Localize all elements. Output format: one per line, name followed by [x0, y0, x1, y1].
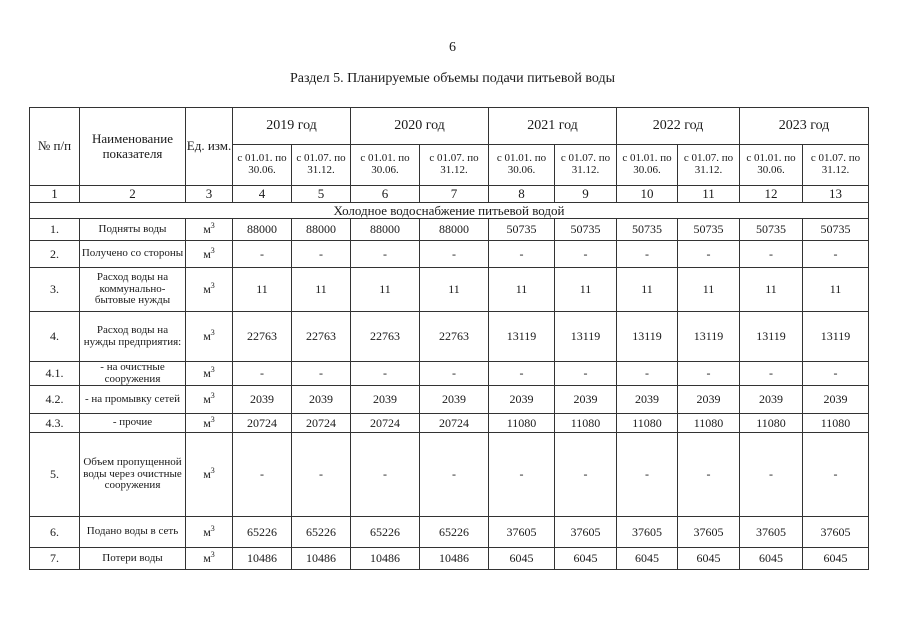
value-cell: - — [617, 433, 678, 517]
value-cell: 11 — [678, 268, 740, 312]
row-unit — [186, 219, 233, 241]
table-row — [30, 241, 869, 268]
value-cell: 22763 — [233, 312, 292, 362]
value-cell: 6045 — [489, 548, 555, 570]
period-header: с 01.01. по 30.06. — [740, 145, 803, 186]
value-cell: 37605 — [678, 517, 740, 548]
row-unit — [186, 386, 233, 414]
value-cell: 37605 — [555, 517, 617, 548]
unit-base: м — [203, 392, 211, 407]
value-cell: 2039 — [803, 386, 869, 414]
row-number: 6. — [30, 517, 80, 548]
row-name: Расход воды на нужды предприятия: — [80, 312, 186, 362]
value-cell: - — [803, 241, 869, 268]
row-name: Объем пропущенной воды через очистные сооружения — [80, 433, 186, 517]
value-cell: 2039 — [292, 386, 351, 414]
column-number: 10 — [617, 186, 678, 203]
value-cell: 6045 — [740, 548, 803, 570]
row-name: Подано воды в сеть — [80, 517, 186, 548]
value-cell: 20724 — [292, 414, 351, 433]
year-header-2019: 2019 год — [233, 108, 351, 145]
value-cell: - — [555, 362, 617, 386]
header-row-column-numbers — [30, 186, 869, 203]
value-cell: - — [420, 433, 489, 517]
value-cell: 13119 — [740, 312, 803, 362]
column-number: 4 — [233, 186, 292, 203]
row-name: - прочие — [80, 414, 186, 433]
unit-base: м — [203, 329, 211, 344]
row-number: 4.3. — [30, 414, 80, 433]
table-row — [30, 219, 869, 241]
row-unit — [186, 268, 233, 312]
section-title: Раздел 5. Планируемые объемы подачи питьевой воды — [290, 71, 615, 86]
value-cell: 11080 — [678, 414, 740, 433]
value-cell: - — [233, 433, 292, 517]
table-row — [30, 268, 869, 312]
unit-exponent: 3 — [210, 550, 215, 560]
column-number: 3 — [186, 186, 233, 203]
row-name: Получено со стороны — [80, 241, 186, 268]
value-cell: 50735 — [555, 219, 617, 241]
value-cell: - — [292, 362, 351, 386]
unit-exponent: 3 — [210, 245, 215, 255]
row-number: 7. — [30, 548, 80, 570]
value-cell: 37605 — [740, 517, 803, 548]
value-cell: 11 — [740, 268, 803, 312]
value-cell: 2039 — [740, 386, 803, 414]
year-header-2022: 2022 год — [617, 108, 740, 145]
unit-exponent: 3 — [210, 328, 215, 338]
row-number: 1. — [30, 219, 80, 241]
value-cell: 11 — [489, 268, 555, 312]
value-cell: 65226 — [233, 517, 292, 548]
row-name: - на очистные сооружения — [80, 362, 186, 386]
row-unit — [186, 548, 233, 570]
table-row — [30, 548, 869, 570]
value-cell: 20724 — [351, 414, 420, 433]
page-number: 6 — [449, 40, 456, 55]
row-number: 4. — [30, 312, 80, 362]
row-number: 4.1. — [30, 362, 80, 386]
header-row-years — [30, 108, 869, 145]
value-cell: - — [678, 433, 740, 517]
value-cell: 22763 — [420, 312, 489, 362]
unit-base: м — [203, 467, 211, 482]
value-cell: 37605 — [617, 517, 678, 548]
row-number: 5. — [30, 433, 80, 517]
period-header: с 01.07. по 31.12. — [678, 145, 740, 186]
value-cell: - — [233, 362, 292, 386]
value-cell: 2039 — [617, 386, 678, 414]
value-cell: 10486 — [420, 548, 489, 570]
unit-exponent: 3 — [210, 466, 215, 476]
value-cell: 2039 — [351, 386, 420, 414]
value-cell: 88000 — [292, 219, 351, 241]
row-unit — [186, 414, 233, 433]
value-cell: 65226 — [292, 517, 351, 548]
value-cell: - — [678, 241, 740, 268]
period-header: с 01.07. по 31.12. — [555, 145, 617, 186]
value-cell: 37605 — [803, 517, 869, 548]
value-cell: 20724 — [233, 414, 292, 433]
value-cell: 50735 — [489, 219, 555, 241]
unit-exponent: 3 — [210, 221, 215, 231]
value-cell: 13119 — [555, 312, 617, 362]
water-supply-table — [29, 107, 869, 570]
value-cell: 37605 — [489, 517, 555, 548]
value-cell: 88000 — [233, 219, 292, 241]
row-name: Подняты воды — [80, 219, 186, 241]
row-unit — [186, 517, 233, 548]
column-number: 11 — [678, 186, 740, 203]
value-cell: 11 — [351, 268, 420, 312]
value-cell: - — [233, 241, 292, 268]
value-cell: 6045 — [555, 548, 617, 570]
year-header-2023: 2023 год — [740, 108, 869, 145]
value-cell: 50735 — [740, 219, 803, 241]
value-cell: 11080 — [555, 414, 617, 433]
row-unit — [186, 241, 233, 268]
column-number: 7 — [420, 186, 489, 203]
value-cell: 11 — [233, 268, 292, 312]
value-cell: 11 — [555, 268, 617, 312]
value-cell: 65226 — [351, 517, 420, 548]
value-cell: 50735 — [617, 219, 678, 241]
value-cell: - — [292, 241, 351, 268]
value-cell: 13119 — [617, 312, 678, 362]
value-cell: 13119 — [678, 312, 740, 362]
unit-exponent: 3 — [210, 365, 215, 375]
period-header: с 01.07. по 31.12. — [292, 145, 351, 186]
value-cell: 11 — [617, 268, 678, 312]
value-cell: 6045 — [617, 548, 678, 570]
table-row — [30, 433, 869, 517]
row-unit — [186, 433, 233, 517]
column-number: 2 — [80, 186, 186, 203]
table-row — [30, 312, 869, 362]
value-cell: - — [740, 433, 803, 517]
unit-exponent: 3 — [210, 281, 215, 291]
value-cell: 2039 — [233, 386, 292, 414]
value-cell: 22763 — [292, 312, 351, 362]
value-cell: 50735 — [803, 219, 869, 241]
column-number: 1 — [30, 186, 80, 203]
value-cell: 2039 — [555, 386, 617, 414]
row-number: 3. — [30, 268, 80, 312]
row-number: 4.2. — [30, 386, 80, 414]
year-header-2021: 2021 год — [489, 108, 617, 145]
unit-base: м — [203, 366, 211, 381]
value-cell: - — [617, 241, 678, 268]
section-row — [30, 203, 869, 219]
col-header-number: № п/п — [30, 108, 80, 186]
period-header: с 01.01. по 30.06. — [351, 145, 420, 186]
table-row — [30, 414, 869, 433]
period-header: с 01.07. по 31.12. — [803, 145, 869, 186]
value-cell: 65226 — [420, 517, 489, 548]
row-unit — [186, 312, 233, 362]
value-cell: - — [489, 362, 555, 386]
value-cell: - — [292, 433, 351, 517]
period-header: с 01.01. по 30.06. — [617, 145, 678, 186]
column-number: 6 — [351, 186, 420, 203]
table-row — [30, 517, 869, 548]
unit-base: м — [203, 246, 211, 261]
period-header: с 01.07. по 31.12. — [420, 145, 489, 186]
value-cell: 13119 — [803, 312, 869, 362]
row-unit — [186, 362, 233, 386]
column-number: 8 — [489, 186, 555, 203]
value-cell: 50735 — [678, 219, 740, 241]
col-header-name: Наименование показателя — [80, 108, 186, 186]
value-cell: - — [351, 362, 420, 386]
value-cell: 6045 — [803, 548, 869, 570]
year-header-2020: 2020 год — [351, 108, 489, 145]
unit-base: м — [203, 551, 211, 566]
value-cell: 20724 — [420, 414, 489, 433]
value-cell: 6045 — [678, 548, 740, 570]
value-cell: 88000 — [420, 219, 489, 241]
unit-base: м — [203, 415, 211, 430]
col-header-unit: Ед. изм. — [186, 108, 233, 186]
value-cell: 11080 — [740, 414, 803, 433]
unit-base: м — [203, 524, 211, 539]
value-cell: - — [740, 241, 803, 268]
unit-base: м — [203, 222, 211, 237]
table-row — [30, 362, 869, 386]
value-cell: - — [740, 362, 803, 386]
unit-exponent: 3 — [210, 391, 215, 401]
value-cell: - — [678, 362, 740, 386]
row-number: 2. — [30, 241, 80, 268]
value-cell: - — [351, 241, 420, 268]
row-name: - на промывку сетей — [80, 386, 186, 414]
unit-exponent: 3 — [210, 523, 215, 533]
value-cell: - — [489, 433, 555, 517]
value-cell: 11080 — [489, 414, 555, 433]
value-cell: 11 — [420, 268, 489, 312]
column-number: 12 — [740, 186, 803, 203]
section-label: Холодное водоснабжение питьевой водой — [30, 203, 869, 219]
table-row — [30, 386, 869, 414]
value-cell: - — [420, 241, 489, 268]
period-header: с 01.01. по 30.06. — [489, 145, 555, 186]
unit-base: м — [203, 282, 211, 297]
value-cell: 10486 — [233, 548, 292, 570]
column-number: 9 — [555, 186, 617, 203]
row-name: Расход воды на коммунально-бытовые нужды — [80, 268, 186, 312]
value-cell: 11080 — [803, 414, 869, 433]
value-cell: 22763 — [351, 312, 420, 362]
value-cell: 2039 — [678, 386, 740, 414]
value-cell: 2039 — [420, 386, 489, 414]
value-cell: 13119 — [489, 312, 555, 362]
row-name: Потери воды — [80, 548, 186, 570]
value-cell: 11080 — [617, 414, 678, 433]
column-number: 13 — [803, 186, 869, 203]
value-cell: - — [803, 362, 869, 386]
value-cell: 10486 — [351, 548, 420, 570]
value-cell: 10486 — [292, 548, 351, 570]
value-cell: 11 — [803, 268, 869, 312]
value-cell: - — [351, 433, 420, 517]
value-cell: - — [489, 241, 555, 268]
period-header: с 01.01. по 30.06. — [233, 145, 292, 186]
value-cell: - — [555, 241, 617, 268]
value-cell: 11 — [292, 268, 351, 312]
value-cell: 88000 — [351, 219, 420, 241]
unit-exponent: 3 — [210, 414, 215, 424]
value-cell: - — [803, 433, 869, 517]
value-cell: - — [555, 433, 617, 517]
value-cell: 2039 — [489, 386, 555, 414]
value-cell: - — [617, 362, 678, 386]
column-number: 5 — [292, 186, 351, 203]
value-cell: - — [420, 362, 489, 386]
